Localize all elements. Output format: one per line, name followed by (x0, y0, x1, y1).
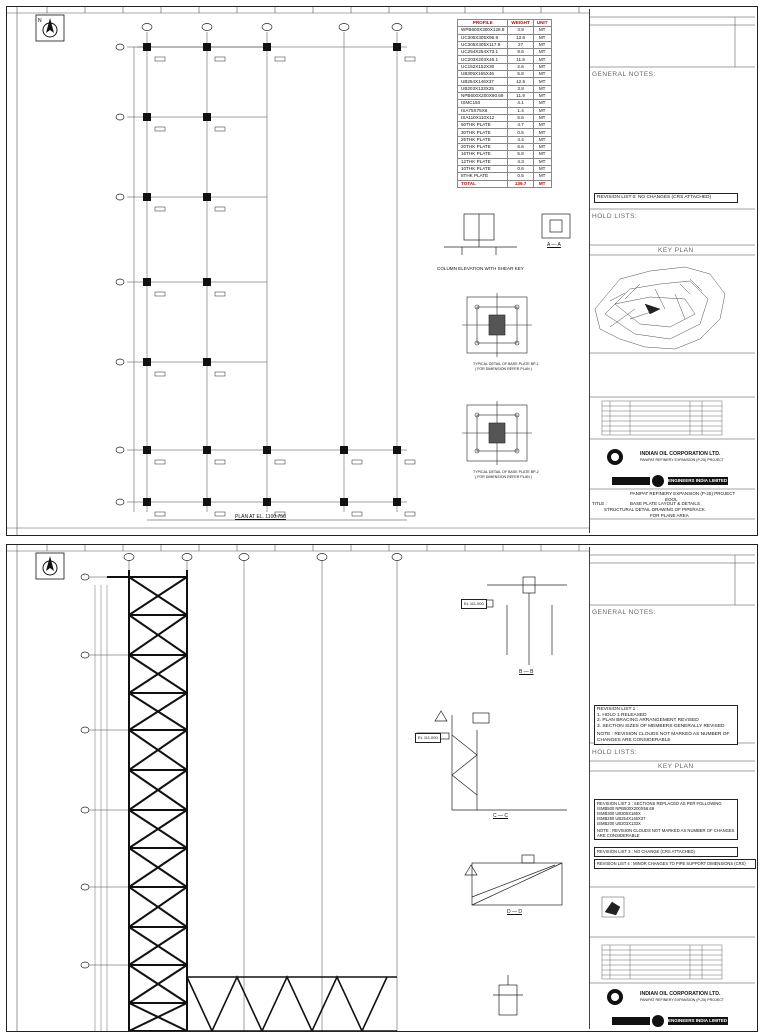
plan-caption: PLAN AT EL. 1100.750 (235, 514, 286, 520)
base-plate-mark (143, 446, 151, 454)
profile-cell-profile: 10THK PLATE (458, 165, 508, 172)
profile-table-row (458, 136, 552, 143)
column-elevation-detail (444, 214, 570, 255)
profile-cell-unit: MT (533, 34, 551, 41)
profile-cell-weight: 4.7 (508, 122, 533, 129)
profile-table-row (458, 129, 552, 136)
project-line-1: PANIPAT REFINERY EXPANSION (P-25) PROJECT (630, 491, 736, 496)
revision-list-2-line: ISMB500 NPB500X200X56.69 (597, 806, 655, 811)
base-plate-detail-2 (462, 401, 532, 465)
revision-list-3: REVISION LIST 3 : NO CHANGE (CRS ATTACHED) (594, 847, 738, 857)
profile-cell-unit: MT (533, 63, 551, 70)
section-detail-b (465, 577, 567, 665)
base-plate-mark (143, 358, 151, 366)
profile-cell-profile: UB305X165X46 (458, 71, 508, 78)
profile-cell-unit: MT (533, 158, 551, 165)
base-plate-caption-2: TYPICAL DETAIL OF BASE PLATE BP-2 (473, 470, 539, 474)
grid-bubble (182, 554, 192, 561)
section-c-caption: C — C (493, 813, 508, 819)
title-line-1: BASE PLATE LAYOUT & DETAILS (630, 501, 700, 506)
section-b-caption: B — B (519, 669, 534, 675)
profile-cell-unit: MT (533, 144, 551, 151)
revision-list-1-line: 1. HOLD 1 RELEASED (597, 712, 647, 718)
revision-list-1 (594, 705, 738, 745)
profile-table-row (458, 27, 552, 34)
base-plate-mark (203, 278, 211, 286)
profile-cell-unit: MT (533, 78, 551, 85)
plate-tag (215, 460, 225, 464)
base-plate-mark (143, 193, 151, 201)
section-d-caption: D — D (507, 909, 522, 915)
title-block-lines (590, 547, 755, 1029)
profile-cell-weight: 11.5 (508, 56, 533, 63)
profile-cell-weight: 3.8 (508, 85, 533, 92)
plate-tag (215, 512, 225, 516)
profile-cell-unit: MT (533, 92, 551, 99)
section-detail-d (465, 855, 562, 905)
column-header-weight: WEIGHT (508, 20, 533, 27)
grid-bubble (81, 652, 89, 658)
profile-cell-weight: 5.6 (508, 114, 533, 121)
base-plate-mark (393, 498, 401, 506)
profile-cell-profile: NPB600X200X90.69 (458, 92, 508, 99)
base-plate-mark (393, 446, 401, 454)
column-header-unit: UNIT (533, 20, 551, 27)
plate-tag (215, 57, 225, 61)
base-plate-detail-1 (462, 293, 532, 357)
section-detail-c (417, 711, 567, 810)
profile-cell-profile: UB254X146X37 (458, 78, 508, 85)
plate-tag (155, 207, 165, 211)
column-elevation-caption: COLUMN ELEVATION WITH SHEAR KEY (437, 266, 524, 271)
client-subtitle: PANIPAT REFINERY EXPANSION (P-25) PROJECT (640, 998, 725, 1002)
grid-bubble (116, 499, 124, 505)
grid-bubble (124, 554, 134, 561)
profile-table-header (458, 20, 552, 27)
svg-text:N: N (38, 18, 42, 24)
profile-cell-weight: 4.4 (508, 136, 533, 143)
plate-tag (215, 372, 225, 376)
title-line-3: FOR PLANE AREA (650, 513, 689, 518)
revision-list-2-line: ISMB200 UB203X133X (597, 821, 641, 826)
profile-cell-weight: 8.6 (508, 49, 533, 56)
grid-bubble (116, 279, 124, 285)
profile-cell-weight: 2.6 (508, 63, 533, 70)
base-plate-mark (203, 498, 211, 506)
profile-cell-unit: MT (533, 114, 551, 121)
plate-tag (352, 460, 362, 464)
grid-bubble (239, 554, 249, 561)
profile-table-row (458, 144, 552, 151)
profile-table-total (458, 180, 552, 187)
consultant-name: ENGINEERS INDIA LIMITED (668, 478, 728, 483)
plate-tag (405, 512, 415, 516)
drawing-sheet-2 (6, 544, 758, 1032)
elevation-label-1: EL 111.000 (461, 599, 487, 609)
base-plate-mark (203, 113, 211, 121)
signature-table (602, 945, 722, 979)
profile-cell-profile: UB203X133X25 (458, 85, 508, 92)
plate-tag (155, 512, 165, 516)
profile-table-row (458, 151, 552, 158)
grid-bubble (202, 24, 212, 31)
base-plate-mark (143, 43, 151, 51)
revision-list-2-note: NOTE : REVISION CLOUDS NOT MARKED AS NUMBER OF CHANGES ARE CONSIDERABLE (597, 828, 735, 838)
profile-table-row (458, 71, 552, 78)
signature-table (602, 401, 722, 435)
ioc-logo-icon (607, 449, 623, 465)
plate-tag (155, 460, 165, 464)
plate-tag (275, 460, 285, 464)
grid-bubble (392, 24, 402, 31)
profile-cell-unit: MT (533, 173, 551, 180)
ioc-logo-icon (607, 989, 623, 1005)
profile-table-row (458, 34, 552, 41)
profile-cell-weight: 0.5 (508, 129, 533, 136)
profile-table-row (458, 41, 552, 48)
client-name: INDIAN OIL CORPORATION LTD. (640, 991, 721, 997)
profile-cell-unit: MT (533, 165, 551, 172)
revision-list-2 (594, 799, 738, 840)
north-arrow-icon (36, 15, 64, 41)
profile-cell-weight: 4.1 (508, 100, 533, 107)
profile-cell-profile: WPB600X300X128.8 (458, 27, 508, 34)
profile-cell-unit: MT (533, 41, 551, 48)
profile-table-row (458, 165, 552, 172)
key-plan-heading: KEY PLAN (658, 247, 694, 254)
grid-bubble (339, 24, 349, 31)
profile-cell-unit: MT (533, 129, 551, 136)
title-label: TITLE : (592, 501, 607, 506)
plate-tag (215, 127, 225, 131)
profile-table-row (458, 100, 552, 107)
profile-cell-unit: MT (533, 122, 551, 129)
grid-bubble (262, 24, 272, 31)
profile-cell-weight: 5.8 (508, 151, 533, 158)
plate-tag (405, 460, 415, 464)
profile-cell-profile: 16THK PLATE (458, 151, 508, 158)
elevation-label-2: EL 111.000 (415, 733, 441, 743)
grid-bubble (81, 962, 89, 968)
profile-cell-profile: ISMC150 (458, 100, 508, 107)
title-block-sheet-2 (589, 547, 755, 1029)
base-plate-mark (143, 498, 151, 506)
hold-lists-heading: HOLD LISTS: (592, 749, 638, 756)
plate-tag (352, 512, 362, 516)
profile-table-row (458, 56, 552, 63)
plate-tag (155, 127, 165, 131)
drawing-sheet-1 (6, 6, 758, 536)
profile-cell-profile: ISA75X75X6 (458, 107, 508, 114)
profile-cell-weight: 27 (508, 41, 533, 48)
project-line-2: EOOL (665, 497, 678, 502)
plate-tag (155, 57, 165, 61)
profile-cell-weight: 1.4 (508, 107, 533, 114)
base-plate-mark (203, 358, 211, 366)
consultant-name: ENGINEERS INDIA LIMITED (668, 1018, 728, 1023)
client-subtitle: PANIPAT REFINERY EXPANSION (P-25) PROJECT (640, 458, 725, 462)
profile-cell-profile: 30THK PLATE (458, 129, 508, 136)
grid-bubble (116, 44, 124, 50)
grid-bubble (142, 24, 152, 31)
key-plan-heading: KEY PLAN (658, 763, 694, 770)
base-plate-mark (143, 113, 151, 121)
grid-bubble (317, 554, 327, 561)
profile-cell-profile: 8THK PLATE (458, 173, 508, 180)
grid-bubble (116, 359, 124, 365)
revision-list-2-line: ISMB300 UB305X165X (597, 811, 641, 816)
revision-list-0: REVISION LIST 0: NO CHANGES (CRS ATTACHED) (594, 193, 738, 203)
plate-tag (155, 372, 165, 376)
total-label: TOTAL (458, 180, 508, 187)
north-arrow-icon (36, 553, 64, 579)
profile-cell-unit: MT (533, 100, 551, 107)
base-plate-mark (393, 43, 401, 51)
profile-cell-profile: UC305X305X117.9 (458, 41, 508, 48)
profile-cell-weight: 12.5 (508, 78, 533, 85)
profile-cell-weight: 12.6 (508, 34, 533, 41)
revision-list-2-line: ISMB250 UB254X146X37 (597, 816, 646, 821)
profile-cell-weight: 0.6 (508, 165, 533, 172)
base-plate-mark (340, 498, 348, 506)
revision-list-1-line: 3. SECTION SIZES OF MEMBERS GENERALLY REVISED (597, 723, 725, 729)
profile-cell-profile: 20THK PLATE (458, 144, 508, 151)
total-unit: MT (533, 180, 551, 187)
profile-cell-weight: 0.5 (508, 173, 533, 180)
plate-tag (215, 292, 225, 296)
profile-cell-profile: 25THK PLATE (458, 136, 508, 143)
revision-list-1-line: 2. PLAN BRACING ARRANGEMENT REVISED (597, 718, 699, 723)
base-plate-mark (263, 43, 271, 51)
profile-cell-unit: MT (533, 151, 551, 158)
profile-table-row (458, 173, 552, 180)
section-detail-e (493, 975, 523, 1015)
revision-list-2-line: REVISION LIST 2 : SECTIONS REPLACED AS PER FOLLOWING (597, 801, 722, 806)
profile-table-row (458, 92, 552, 99)
profile-cell-unit: MT (533, 85, 551, 92)
profile-cell-unit: MT (533, 49, 551, 56)
grid-bubble (81, 884, 89, 890)
title-line-2: STRUCTURAL DETAIL DRAWING OF PIPERACK (604, 507, 705, 512)
plate-tag (405, 57, 415, 61)
profile-cell-unit: MT (533, 56, 551, 63)
base-plate-caption-1: TYPICAL DETAIL OF BASE PLATE BP-1 (473, 362, 539, 366)
elevation-drawing-sheet-2 (7, 545, 589, 1031)
plate-tag (215, 207, 225, 211)
profile-table-row (458, 63, 552, 70)
profile-table-row (458, 158, 552, 165)
profile-cell-profile: ISA110X110X12 (458, 114, 508, 121)
profile-table-row (458, 107, 552, 114)
profile-cell-profile: UC203X203X46.1 (458, 56, 508, 63)
total-weight: 139.7 (508, 180, 533, 187)
base-plate-mark (340, 446, 348, 454)
grid-bubble (81, 574, 89, 580)
bottom-truss (187, 977, 397, 1031)
profile-cell-weight: 6.6 (508, 144, 533, 151)
grid-bubble (116, 447, 124, 453)
base-plate-mark (263, 498, 271, 506)
profile-cell-unit: MT (533, 107, 551, 114)
base-plate-mark (203, 43, 211, 51)
client-name: INDIAN OIL CORPORATION LTD. (640, 451, 721, 457)
plate-tag (155, 292, 165, 296)
grid-bubble (81, 807, 89, 813)
profile-weight-table (457, 19, 552, 188)
profile-cell-unit: MT (533, 27, 551, 34)
column-header-profile: PROFILE (458, 20, 508, 27)
profile-table-row (458, 122, 552, 129)
base-plate-mark (203, 193, 211, 201)
grid-bubble (81, 727, 89, 733)
base-plate-sub-1: ( FOR DIMENSION REFER PLAN ) (475, 367, 532, 371)
grid-bubble (116, 194, 124, 200)
hold-lists-heading: HOLD LISTS: (592, 213, 638, 220)
profile-cell-weight: 3.9 (508, 27, 533, 34)
key-plan-map (595, 267, 725, 349)
general-notes-heading: GENERAL NOTES: (592, 609, 656, 616)
grid-bubble (116, 114, 124, 120)
profile-table-row (458, 78, 552, 85)
profile-cell-weight: 5.8 (508, 71, 533, 78)
profile-cell-unit: MT (533, 136, 551, 143)
title-block-sheet-1 (589, 9, 755, 533)
profile-cell-profile: 12THK PLATE (458, 158, 508, 165)
profile-table-row (458, 49, 552, 56)
profile-cell-profile: 50THK PLATE (458, 122, 508, 129)
revision-list-1-line: REVISION LIST 1 : (597, 707, 638, 712)
profile-cell-unit: MT (533, 71, 551, 78)
profile-cell-weight: 11.9 (508, 92, 533, 99)
braced-column-truss (107, 570, 187, 1031)
revision-list-1-note: NOTE : REVISION CLOUDS NOT MARKED AS NUMBER OF CHANGES ARE CONSIDERABLE (597, 732, 730, 743)
plate-tag (275, 57, 285, 61)
profile-cell-profile: UC254X254X73.1 (458, 49, 508, 56)
base-plate-mark (263, 446, 271, 454)
profile-cell-profile: UC152X152X30 (458, 63, 508, 70)
mini-key-plan (602, 897, 624, 917)
profile-table-row (458, 114, 552, 121)
revision-list-4: REVISION LIST 4 : MINOR CHANGES TO PIPE SUPPORT DIMENSIONS (CRS) (594, 859, 756, 869)
base-plate-mark (203, 446, 211, 454)
section-a-caption: A — A (547, 242, 561, 248)
profile-cell-profile: UC305X305X96.9 (458, 34, 508, 41)
profile-cell-weight: 4.3 (508, 158, 533, 165)
general-notes-heading: GENERAL NOTES: (592, 71, 656, 78)
base-plate-mark (143, 278, 151, 286)
profile-table-row (458, 85, 552, 92)
grid-bubble (392, 554, 402, 561)
base-plate-sub-2: ( FOR DIMENSION REFER PLAN ) (475, 475, 532, 479)
